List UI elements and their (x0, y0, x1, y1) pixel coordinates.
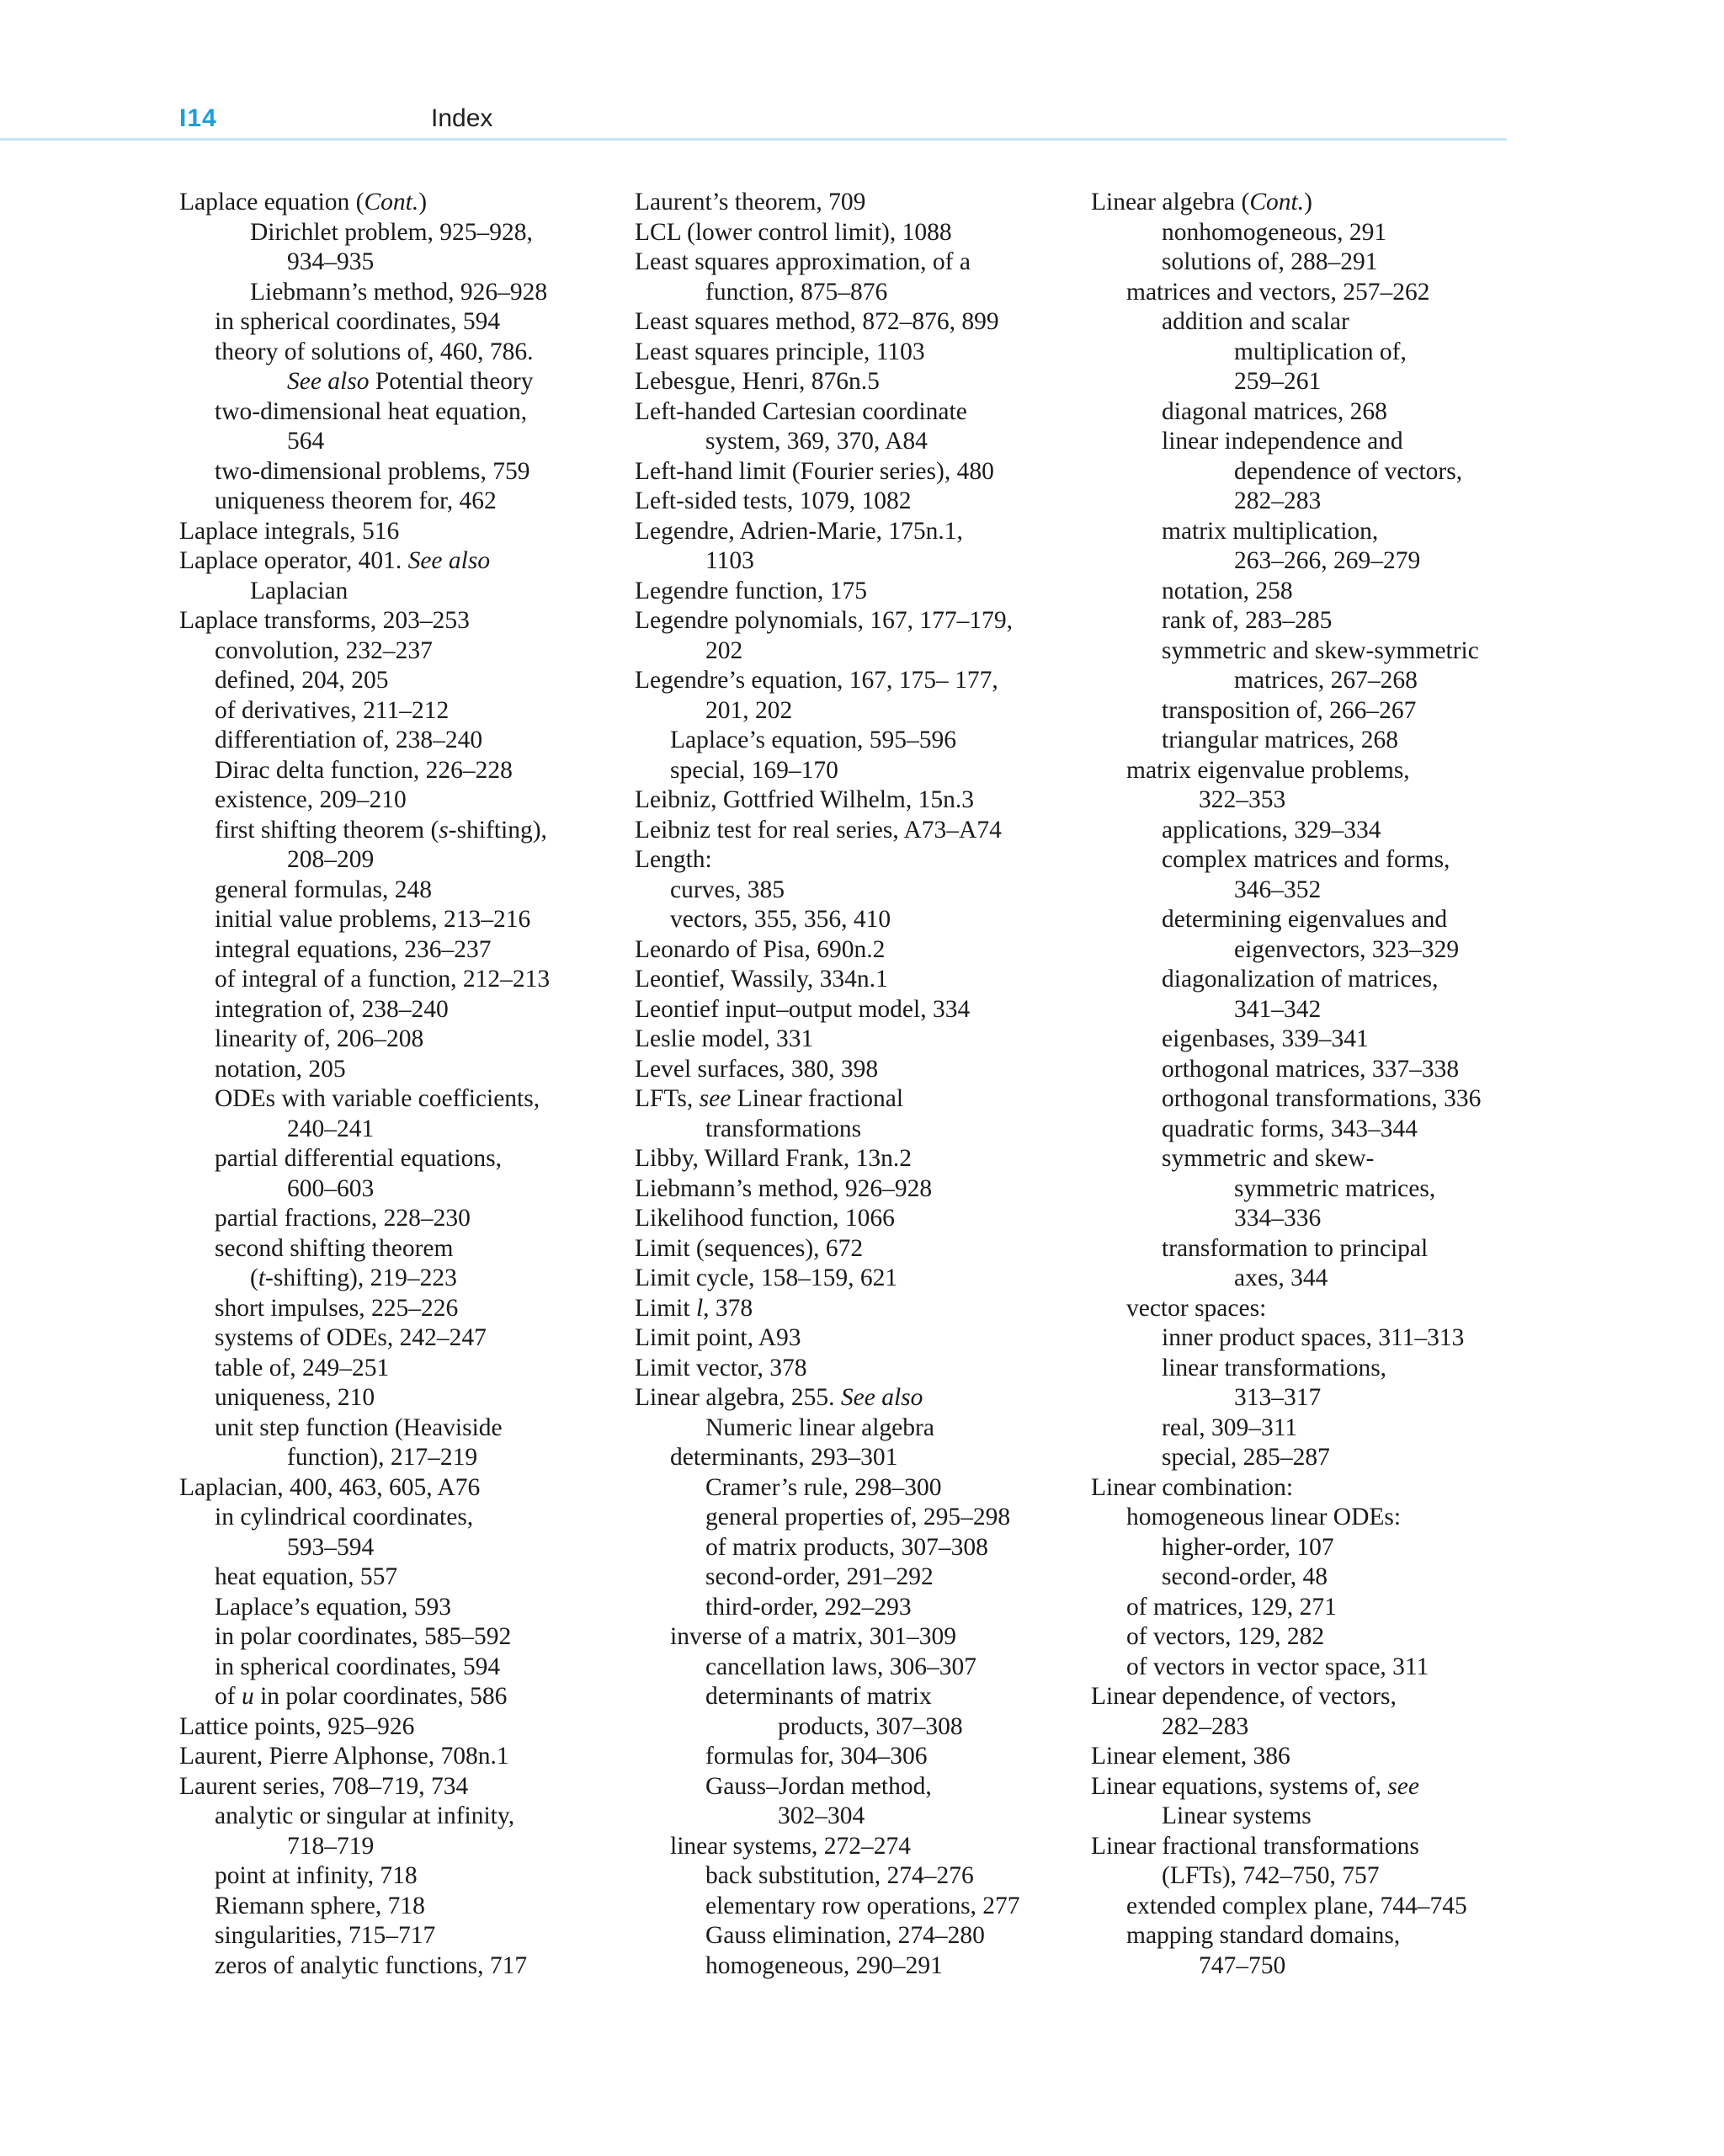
index-entry: LFTs, see Linear fractional (635, 1085, 904, 1112)
index-column-3 (1091, 188, 1529, 1981)
index-entry: Linear dependence, of vectors, (1091, 1683, 1397, 1710)
index-entry: orthogonal matrices, 337–338 (1162, 1055, 1460, 1083)
index-entry: symmetric and skew- (1162, 1145, 1375, 1172)
index-entry: of vectors, 129, 282 (1126, 1623, 1325, 1650)
index-entry: uniqueness theorem for, 462 (215, 487, 497, 514)
index-entry: Legendre polynomials, 167, 177–179, (635, 607, 1013, 634)
index-entry: Liebmann’s method, 926–928 (250, 278, 548, 306)
index-entry: 259–261 (1234, 368, 1322, 395)
index-entry: integration of, 238–240 (215, 995, 449, 1023)
index-entry: Limit l, 378 (635, 1294, 753, 1322)
index-entry: orthogonal transformations, 336 (1162, 1085, 1482, 1112)
index-entry: products, 307–308 (778, 1712, 963, 1740)
index-entry: rank of, 283–285 (1162, 607, 1333, 634)
index-entry: in spherical coordinates, 594 (215, 1653, 501, 1680)
index-entry: nonhomogeneous, 291 (1162, 218, 1387, 246)
index-entry: matrix multiplication, (1162, 517, 1379, 545)
index-entry: theory of solutions of, 460, 786. (215, 338, 534, 365)
index-entry: first shifting theorem (s-shifting), (215, 816, 547, 844)
index-entry: zeros of analytic functions, 717 (215, 1951, 528, 1979)
index-entry: (LFTs), 742–750, 757 (1162, 1862, 1380, 1889)
index-entry: applications, 329–334 (1162, 816, 1381, 844)
index-entry: 346–352 (1234, 876, 1322, 903)
index-entry: short impulses, 225–226 (215, 1294, 459, 1322)
index-entry: point at infinity, 718 (215, 1862, 418, 1889)
index-entry: back substitution, 274–276 (705, 1862, 974, 1889)
index-entry: Left-sided tests, 1079, 1082 (635, 487, 912, 514)
index-entry: (t-shifting), 219–223 (250, 1264, 457, 1291)
index-entry: special, 285–287 (1162, 1444, 1330, 1471)
index-entry: Legendre, Adrien-Marie, 175n.1, (635, 517, 963, 545)
index-entry: See also Potential theory (287, 368, 534, 395)
index-entry: 593–594 (287, 1533, 375, 1561)
index-entry: Likelihood function, 1066 (635, 1205, 895, 1232)
index-entry: Legendre’s equation, 167, 175– 177, (635, 667, 998, 694)
index-entry: Laplacian, 400, 463, 605, A76 (179, 1473, 481, 1501)
index-entry: Leibniz, Gottfried Wilhelm, 15n.3 (635, 786, 974, 813)
page-number: I14 (179, 104, 217, 132)
index-entry: notation, 258 (1162, 577, 1293, 604)
index-entry: Linear fractional transformations (1091, 1832, 1419, 1860)
index-entry: Leibniz test for real series, A73–A74 (635, 816, 1002, 844)
index-entry: Laplace’s equation, 595–596 (670, 727, 956, 753)
index-entry: homogeneous, 290–291 (705, 1951, 943, 1979)
index-entry: 600–603 (287, 1174, 375, 1202)
index-entry: Level surfaces, 380, 398 (635, 1055, 879, 1083)
index-entry: unit step function (Heaviside (215, 1413, 503, 1441)
index-entry: 240–241 (287, 1115, 375, 1142)
index-entry: function), 217–219 (287, 1444, 478, 1471)
index-entry: Laurent, Pierre Alphonse, 708n.1 (179, 1743, 509, 1770)
index-entry: determining eigenvalues and (1162, 906, 1448, 933)
index-entry: Laurent’s theorem, 709 (635, 189, 866, 216)
index-entry: Linear element, 386 (1091, 1743, 1290, 1770)
index-entry: Leontief input–output model, 334 (635, 995, 971, 1023)
index-entry: heat equation, 557 (215, 1563, 398, 1590)
index-entry: 313–317 (1234, 1384, 1322, 1411)
index-entry: determinants, 293–301 (670, 1444, 898, 1471)
index-entry: Libby, Willard Frank, 13n.2 (635, 1145, 913, 1172)
index-entry: 282–283 (1234, 487, 1322, 514)
index-entry: integral equations, 236–237 (215, 935, 492, 963)
index-entry: Laplace’s equation, 593 (215, 1593, 451, 1621)
index-entry: Laplace equation (Cont.) (179, 189, 428, 216)
index-entry: Laplace integrals, 516 (179, 517, 400, 545)
index-entry: Riemann sphere, 718 (215, 1892, 425, 1919)
index-entry: of integral of a function, 212–213 (215, 966, 551, 993)
index-entry: second-order, 291–292 (705, 1563, 934, 1590)
index-entry: of matrices, 129, 271 (1126, 1593, 1337, 1621)
index-entry: in cylindrical coordinates, (215, 1504, 474, 1530)
index-entry: eigenvectors, 323–329 (1234, 935, 1460, 963)
index-entry: Cramer’s rule, 298–300 (705, 1473, 942, 1501)
index-entry: Liebmann’s method, 926–928 (635, 1174, 933, 1202)
index-column-2 (635, 188, 1072, 1981)
index-entry: transformations (705, 1115, 862, 1142)
index-entry: in polar coordinates, 585–592 (215, 1623, 512, 1650)
index-entry: Laplace operator, 401. See also (179, 547, 491, 574)
index-entry: initial value problems, 213–216 (215, 906, 531, 933)
index-entry: defined, 204, 205 (215, 667, 389, 694)
index-entry: dependence of vectors, (1234, 457, 1463, 485)
index-entry: homogeneous linear ODEs: (1126, 1504, 1402, 1530)
index-entry: general formulas, 248 (215, 876, 433, 903)
index-entry: eigenbases, 339–341 (1162, 1025, 1369, 1052)
index-entry: symmetric matrices, (1234, 1174, 1436, 1202)
index-entry: third-order, 292–293 (705, 1593, 912, 1621)
index-entry: matrix eigenvalue problems, (1126, 756, 1410, 784)
index-entry: Linear equations, systems of, see (1091, 1772, 1419, 1800)
index-entry: transposition of, 266–267 (1162, 696, 1417, 724)
index-entry: Gauss–Jordan method, (705, 1772, 932, 1800)
index-entry: 302–304 (778, 1802, 865, 1829)
index-entry: Limit (sequences), 672 (635, 1234, 864, 1262)
index-entry: two-dimensional problems, 759 (215, 457, 530, 485)
index-entry: 718–719 (287, 1832, 375, 1860)
index-entry: 202 (705, 636, 743, 664)
index-entry: second-order, 48 (1162, 1563, 1328, 1590)
index-entry: in spherical coordinates, 594 (215, 308, 501, 335)
index-entry: quadratic forms, 343–344 (1162, 1115, 1418, 1142)
page-header (0, 0, 1724, 143)
index-entry: Gauss elimination, 274–280 (705, 1922, 985, 1949)
index-entry: transformation to principal (1162, 1234, 1429, 1262)
index-entry: curves, 385 (670, 876, 785, 903)
index-entry: Least squares principle, 1103 (635, 338, 925, 365)
index-entry: real, 309–311 (1162, 1413, 1298, 1441)
index-entry: Leslie model, 331 (635, 1025, 814, 1052)
index-entry: vectors, 355, 356, 410 (670, 906, 891, 933)
index-entry: partial fractions, 228–230 (215, 1205, 471, 1232)
index-entry: systems of ODEs, 242–247 (215, 1324, 487, 1351)
index-entry: 263–266, 269–279 (1234, 547, 1421, 574)
index-entry: Numeric linear algebra (705, 1413, 934, 1441)
index-entry: matrices, 267–268 (1234, 667, 1418, 694)
index-entry: Limit cycle, 158–159, 621 (635, 1264, 898, 1291)
index-entry: function, 875–876 (705, 278, 888, 306)
index-entry: uniqueness, 210 (215, 1384, 375, 1411)
index-entry: 1103 (705, 547, 754, 574)
index-entry: Limit point, A93 (635, 1324, 801, 1351)
index-entry: Least squares method, 872–876, 899 (635, 308, 999, 335)
index-entry: addition and scalar (1162, 308, 1349, 335)
index-entry: determinants of matrix (705, 1683, 932, 1710)
index-entry: 208–209 (287, 846, 375, 873)
index-entry: inner product spaces, 311–313 (1162, 1324, 1465, 1351)
index-entry: 322–353 (1199, 786, 1286, 813)
index-entry: two-dimensional heat equation, (215, 397, 528, 425)
header-rule (0, 138, 1507, 141)
index-entry: diagonalization of matrices, (1162, 966, 1439, 993)
index-entry: extended complex plane, 744–745 (1126, 1892, 1467, 1919)
index-entry: linear transformations, (1162, 1354, 1387, 1381)
index-entry: of vectors in vector space, 311 (1126, 1653, 1429, 1680)
index-entry: existence, 209–210 (215, 786, 407, 813)
index-entry: Dirichlet problem, 925–928, (250, 218, 533, 246)
index-entry: LCL (lower control limit), 1088 (635, 218, 952, 246)
index-entry: special, 169–170 (670, 756, 838, 784)
index-entry: partial differential equations, (215, 1145, 503, 1172)
index-entry: solutions of, 288–291 (1162, 248, 1378, 275)
index-column-1 (179, 188, 617, 1981)
index-entry: Leonardo of Pisa, 690n.2 (635, 935, 886, 963)
index-entry: formulas for, 304–306 (705, 1743, 928, 1770)
index-entry: matrices and vectors, 257–262 (1126, 278, 1430, 306)
index-entry: Linear combination: (1091, 1473, 1294, 1501)
index-entry: Lebesgue, Henri, 876n.5 (635, 368, 880, 395)
index-entry: Linear algebra (Cont.) (1091, 189, 1312, 216)
index-entry: of u in polar coordinates, 586 (215, 1683, 508, 1710)
index-entry: Laplacian (250, 577, 349, 604)
index-entry: of derivatives, 211–212 (215, 696, 450, 724)
index-entry: second shifting theorem (215, 1234, 454, 1262)
index-entry: 334–336 (1234, 1205, 1322, 1232)
index-entry: Left-handed Cartesian coordinate (635, 397, 967, 425)
index-entry: vector spaces: (1126, 1294, 1267, 1322)
index-entry: 934–935 (287, 248, 375, 275)
index-entry: 282–283 (1162, 1712, 1249, 1740)
index-entry: 201, 202 (705, 696, 793, 724)
index-entry: of matrix products, 307–308 (705, 1533, 988, 1561)
index-entry: system, 369, 370, A84 (705, 428, 928, 455)
index-entry: general properties of, 295–298 (705, 1504, 1011, 1530)
index-entry: convolution, 232–237 (215, 636, 433, 664)
index-entry: cancellation laws, 306–307 (705, 1653, 976, 1680)
index-entry: notation, 205 (215, 1055, 346, 1083)
index-entry: ODEs with variable coefficients, (215, 1085, 540, 1112)
index-entry: singularities, 715–717 (215, 1922, 436, 1949)
index-entry: Legendre function, 175 (635, 577, 868, 604)
index-entry: Leontief, Wassily, 334n.1 (635, 966, 888, 993)
index-entry: Lattice points, 925–926 (179, 1712, 415, 1740)
index-entry: linear independence and (1162, 428, 1403, 455)
index-entry: 747–750 (1199, 1951, 1286, 1979)
index-entry: 341–342 (1234, 995, 1322, 1023)
index-entry: complex matrices and forms, (1162, 846, 1450, 873)
index-entry: triangular matrices, 268 (1162, 727, 1398, 753)
index-entry: elementary row operations, 277 (705, 1892, 1020, 1919)
index-entry: Least squares approximation, of a (635, 248, 971, 275)
index-entry: axes, 344 (1234, 1264, 1328, 1291)
index-entry: Limit vector, 378 (635, 1354, 807, 1381)
index-entry: inverse of a matrix, 301–309 (670, 1623, 956, 1650)
index-entry: linear systems, 272–274 (670, 1832, 911, 1860)
index-entry: Left-hand limit (Fourier series), 480 (635, 457, 994, 485)
index-entry: 564 (287, 428, 325, 455)
index-entry: mapping standard domains, (1126, 1922, 1401, 1949)
index-entry: Laplace transforms, 203–253 (179, 607, 470, 634)
index-entry: symmetric and skew-symmetric (1162, 636, 1479, 664)
index-entry: linearity of, 206–208 (215, 1025, 424, 1052)
index-entry: diagonal matrices, 268 (1162, 397, 1387, 425)
index-entry: multiplication of, (1234, 338, 1407, 365)
index-entry: higher-order, 107 (1162, 1533, 1334, 1561)
index-entry: Linear algebra, 255. See also (635, 1384, 923, 1411)
index-entry: table of, 249–251 (215, 1354, 390, 1381)
index-entry: Dirac delta function, 226–228 (215, 756, 513, 784)
index-entry: analytic or singular at infinity, (215, 1802, 515, 1829)
index-entry: Laurent series, 708–719, 734 (179, 1772, 469, 1800)
index-entry: Length: (635, 846, 712, 873)
index-entry: differentiation of, 238–240 (215, 727, 483, 753)
index-entry: Linear systems (1162, 1802, 1312, 1829)
running-head-title: Index (431, 104, 493, 132)
